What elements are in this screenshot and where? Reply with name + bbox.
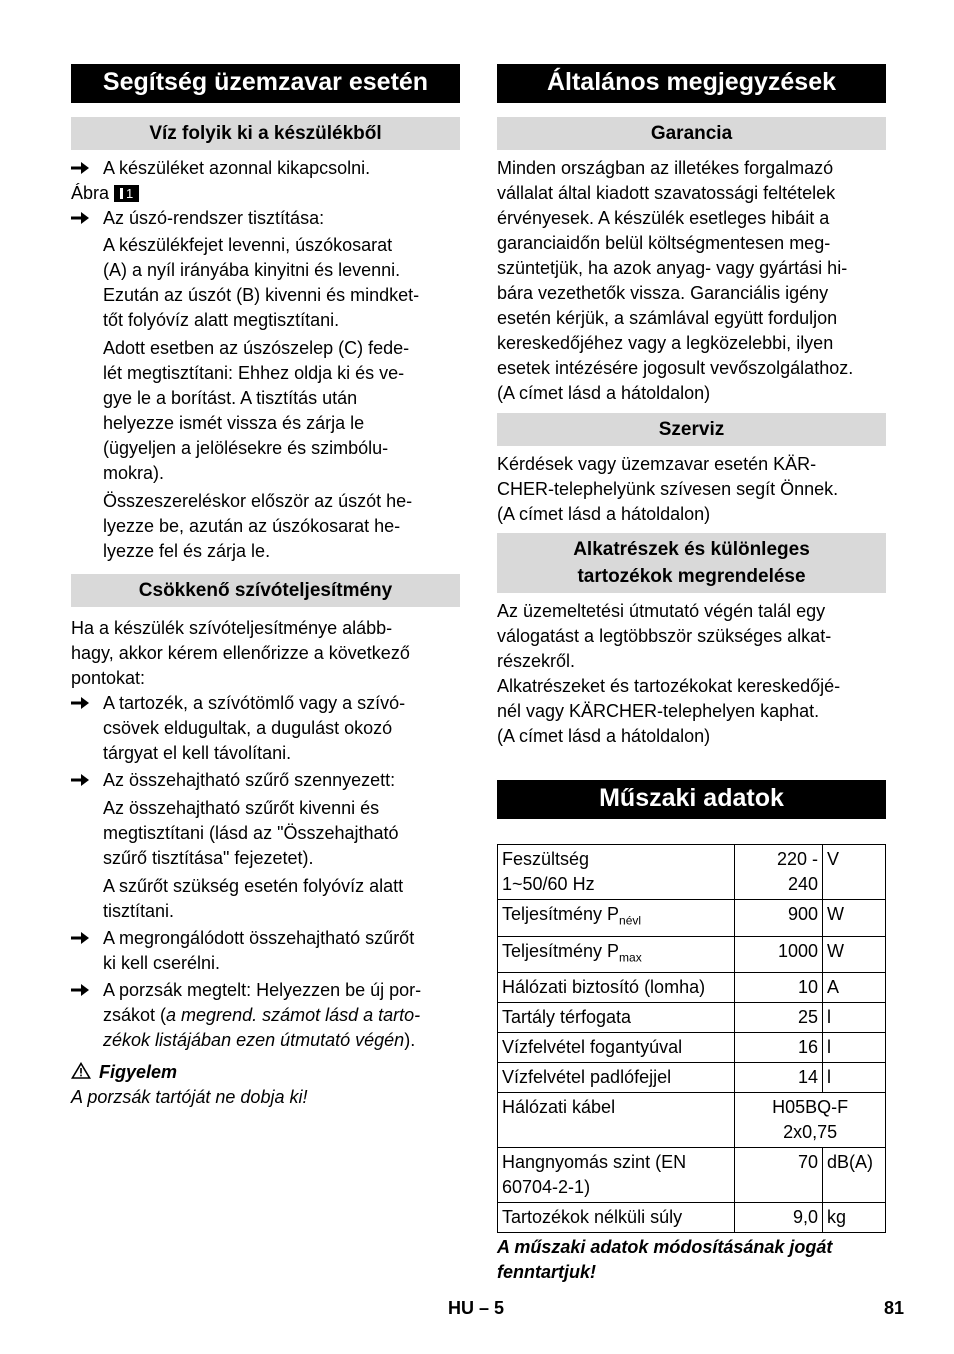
paragraph-filter-clean: Az összehajtható szűrőt kivenni és megtisztítani (lásd az "Összehajtható szűrő tisztítása" fejezetet). (103, 798, 399, 868)
bullet-clogged: A tartozék, a szívótömlő vagy a szívó- csövek eldugultak, a dugulást okozó tárgyat el kell távolítani. (71, 691, 460, 766)
figure-reference: Ábra 1 (71, 181, 460, 206)
spec-unit: l (823, 1003, 886, 1033)
arrow-icon (71, 691, 91, 710)
table-row (498, 1063, 886, 1093)
page-number: 81 (884, 1298, 905, 1318)
arrow-icon (71, 206, 91, 225)
paragraph-float-removal: A készülékfejet levenni, úszókosarat (A) a nyíl irányába kinyitni és levenni. Ezután az úszót (B) kivenni és mindket- tőt folyóvíz alatt megtisztítani. (103, 235, 420, 330)
bullet-bag-full: A porzsák megtelt: Helyezzen be új por- zsákot (a megrend. számot lásd a tarto- zékok listájában ezen útmutató végén). (71, 978, 460, 1053)
technical-data-table (497, 844, 886, 1233)
warning-icon (71, 1062, 91, 1079)
subheading-water-leak: Víz folyik ki a készülékből (71, 117, 460, 150)
spec-label: Feszültség 1~50/60 Hz (498, 845, 735, 900)
subheading-spare-parts: Alkatrészek és különleges tartozékok megrendelése (497, 533, 886, 593)
table-row (498, 973, 886, 1003)
spec-unit: l (823, 1033, 886, 1063)
paragraph-service: Kérdések vagy üzemzavar esetén KÄR- CHER-telephelyünk szívesen segít Önnek. (A címet lásd a hátoldalon) (497, 454, 839, 524)
section-title-technical-data: Műszaki adatok (497, 780, 886, 819)
subheading-reduced-suction: Csökkenő szívóteljesítmény (71, 574, 460, 607)
paragraph-assembly: Összeszereléskor először az úszót he- lyezze be, azután az úszókosarat he- lyezze fel és zárja le. (103, 491, 413, 561)
spec-value: 220 - 240 (735, 845, 823, 900)
paragraph-filter-rinse: A szűrőt szükség esetén folyóvíz alatt tisztítani. (103, 876, 404, 921)
bullet-switch-off: A készüléket azonnal kikapcsolni. (71, 156, 460, 181)
paragraph-float-valve: Adott esetben az úszószelep (C) fede- lét megtisztítani: Ehhez oldja ki és ve- gye le a borítást. A tisztítás után helyezze ismét vissza és zárja le (ügyeljen a jelölésekre és szimbólu- mokra). (103, 338, 410, 483)
arrow-icon (71, 156, 91, 175)
spec-label: Teljesítmény $P_{max}$ (498, 936, 735, 973)
table-row (498, 1093, 886, 1148)
arrow-icon (71, 978, 91, 997)
table-row (498, 1033, 886, 1063)
subheading-warranty: Garancia (497, 117, 886, 150)
spec-unit: A (823, 973, 886, 1003)
paragraph-spare-parts: Az üzemeltetési útmutató végén talál egy válogatást a legtöbbször szükséges alkat- részekről. Alkatrészeket és tartozékokat kereskedőjé- nél vagy KÄRCHER-telephelyen kaphat. (A címet lásd a hátoldalon) (497, 601, 841, 746)
spec-unit: W (823, 936, 886, 973)
spec-label: Vízfelvétel padlófejjel (498, 1063, 735, 1093)
figure-tag-bar (120, 188, 123, 199)
figure-tag: 1 (114, 185, 139, 202)
spec-value: 16 (735, 1033, 823, 1063)
water-leak-block (71, 156, 460, 564)
left-column (71, 64, 460, 1110)
table-row (498, 1003, 886, 1033)
spec-unit: W (823, 900, 886, 937)
arrow-icon (71, 926, 91, 945)
spec-value: 900 (735, 900, 823, 937)
spec-label: Vízfelvétel fogantyúval (498, 1033, 735, 1063)
table-row (498, 1148, 886, 1203)
bullet-filter-replace: A megrongálódott összehajtható szűrőt ki kell cserélni. (71, 926, 460, 976)
bullet-float-cleaning: Az úszó-rendszer tisztítása: (71, 206, 460, 231)
spec-value: 14 (735, 1063, 823, 1093)
section-title-troubleshooting: Segítség üzemzavar esetén (71, 64, 460, 103)
technical-data-note: A műszaki adatok módosításának jogát fenntartjuk! (497, 1237, 833, 1283)
spec-value: H05BQ-F 2x0,75 (735, 1093, 886, 1148)
arrow-icon (71, 768, 91, 787)
spec-unit: l (823, 1063, 886, 1093)
spec-label: Hangnyomás szint (EN 60704-2-1) (498, 1148, 735, 1203)
spec-label: Tartozékok nélküli súly (498, 1203, 735, 1233)
bullet-filter-dirty: Az összehajtható szűrő szennyezett: (71, 768, 460, 793)
paragraph-warranty: Minden országban az illetékes forgalmazó vállalat által kiadott szavatossági feltételek érvényesek. A készülék esetleges hibáit a garanciaidőn belül költségmentesen meg- szüntetjük, ha azok anyag- vagy gyártási hi- bára vezethetők vissza. Garanciális igény esetén kérjük, a számlával együtt forduljon kereskedőjéhez vagy a legközelebbi, ilyen esetek intézésére jogosult vevőszolgálathoz. (A címet lásd a hátoldalon) (497, 158, 854, 403)
right-column (497, 64, 886, 1285)
subheading-service: Szerviz (497, 413, 886, 446)
table-row (498, 900, 886, 937)
spec-value: 9,0 (735, 1203, 823, 1233)
spec-value: 25 (735, 1003, 823, 1033)
spec-unit: dB(A) (823, 1148, 886, 1203)
spec-value: 1000 (735, 936, 823, 973)
table-row (498, 936, 886, 973)
paragraph-suction-intro: Ha a készülék szívóteljesítménye alább- hagy, akkor kérem ellenőrizze a következő pontokat: (71, 618, 410, 688)
spec-label: Teljesítmény $P_{névl}$ (498, 900, 735, 937)
spec-unit: V (823, 845, 886, 900)
footer-section-label: HU – 5 (448, 1298, 505, 1318)
spec-label: Tartály térfogata (498, 1003, 735, 1033)
table-row (498, 1203, 886, 1233)
table-row (498, 845, 886, 900)
warning-heading: Figyelem (71, 1060, 460, 1085)
warning-text: A porzsák tartóját ne dobja ki! (71, 1087, 308, 1107)
spec-value: 70 (735, 1148, 823, 1203)
spec-value: 10 (735, 973, 823, 1003)
spec-unit: kg (823, 1203, 886, 1233)
section-title-general-notes: Általános megjegyzések (497, 64, 886, 103)
spec-label: Hálózati biztosító (lomha) (498, 973, 735, 1003)
spec-label: Hálózati kábel (498, 1093, 735, 1148)
